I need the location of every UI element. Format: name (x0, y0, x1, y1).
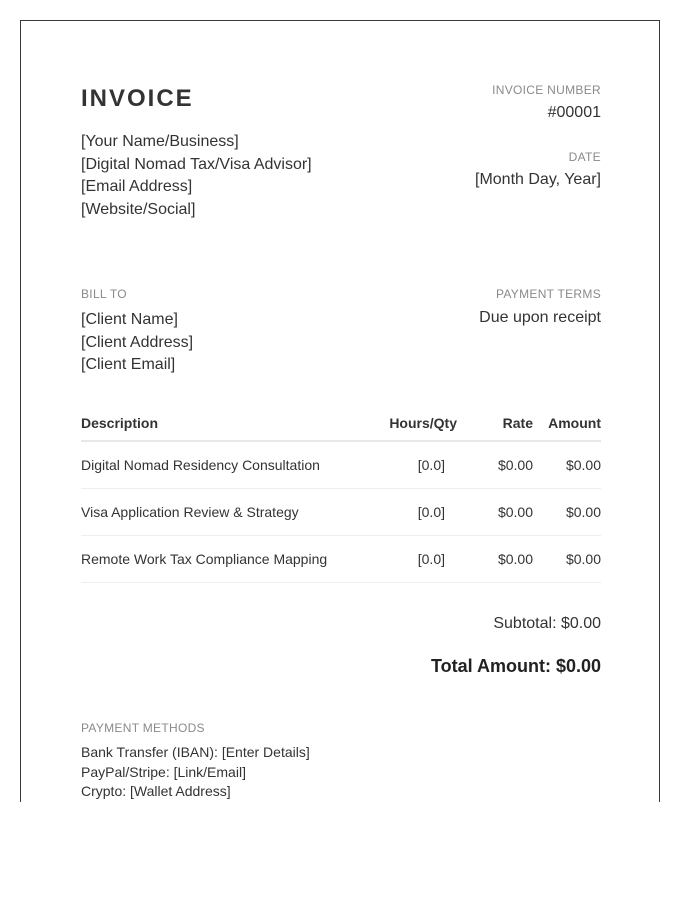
row-qty-value: [0.0] (417, 504, 445, 520)
row-rate: $0.00 (457, 489, 533, 536)
header-qty: Hours/Qty (367, 411, 457, 441)
payment-method-paypal: PayPal/Stripe: [Link/Email] (81, 763, 246, 780)
bill-to-block (81, 287, 193, 377)
invoice-date-block (475, 150, 601, 189)
payment-methods-block (81, 721, 310, 802)
row-description: Remote Work Tax Compliance Mapping (81, 536, 367, 583)
invoice-number-block (492, 83, 601, 122)
sender-website: [Website/Social] (81, 200, 196, 218)
sender-details (81, 131, 312, 221)
total-amount: Total Amount: $0.00 (430, 656, 601, 676)
row-amount: $0.00 (533, 536, 601, 583)
header-amount: Amount (533, 411, 601, 441)
row-description: Digital Nomad Residency Consultation (81, 441, 367, 489)
payment-terms-value: Due upon receipt (479, 309, 601, 326)
row-qty (367, 536, 457, 583)
line-items-table (81, 411, 601, 583)
invoice-page (20, 20, 660, 802)
payment-method-crypto: Crypto: [Wallet Address] (81, 783, 231, 799)
payment-methods-list (81, 743, 310, 802)
payment-methods-label: PAYMENT METHODS (81, 721, 205, 735)
table-row (81, 489, 601, 536)
sender-name: [Your Name/Business] (81, 133, 239, 150)
client-name: [Client Name] (81, 311, 178, 328)
invoice-number-label: INVOICE NUMBER (492, 83, 601, 97)
invoice-title: INVOICE (81, 85, 194, 112)
row-qty-value: [0.0] (417, 457, 445, 473)
header-description: Description (81, 411, 367, 441)
row-description: Visa Application Review & Strategy (81, 489, 367, 536)
table-header-row (81, 411, 601, 441)
payment-terms-block (479, 287, 601, 327)
row-qty-value: [0.0] (417, 551, 445, 567)
table-row (81, 536, 601, 583)
row-rate: $0.00 (457, 536, 533, 583)
sender-email: [Email Address] (81, 178, 193, 195)
invoice-date-label: DATE (568, 150, 601, 164)
client-address: [Client Address] (81, 333, 194, 351)
payment-terms-label: PAYMENT TERMS (495, 287, 601, 301)
invoice-date-value: [Month Day, Year] (475, 171, 601, 188)
bill-to-label: BILL TO (81, 287, 127, 301)
client-email: [Client Email] (81, 356, 176, 373)
table-row (81, 441, 601, 489)
sender-role: [Digital Nomad Tax/Visa Advisor] (81, 155, 312, 173)
row-rate: $0.00 (457, 441, 533, 489)
subtotal: Subtotal: $0.00 (493, 615, 601, 632)
bill-to-details (81, 309, 193, 377)
row-amount: $0.00 (533, 489, 601, 536)
invoice-number-value: #00001 (547, 104, 601, 121)
payment-method-bank: Bank Transfer (IBAN): [Enter Details] (81, 744, 310, 760)
row-qty (367, 489, 457, 536)
row-amount: $0.00 (533, 441, 601, 489)
row-qty (367, 441, 457, 489)
header-rate: Rate (457, 411, 533, 441)
